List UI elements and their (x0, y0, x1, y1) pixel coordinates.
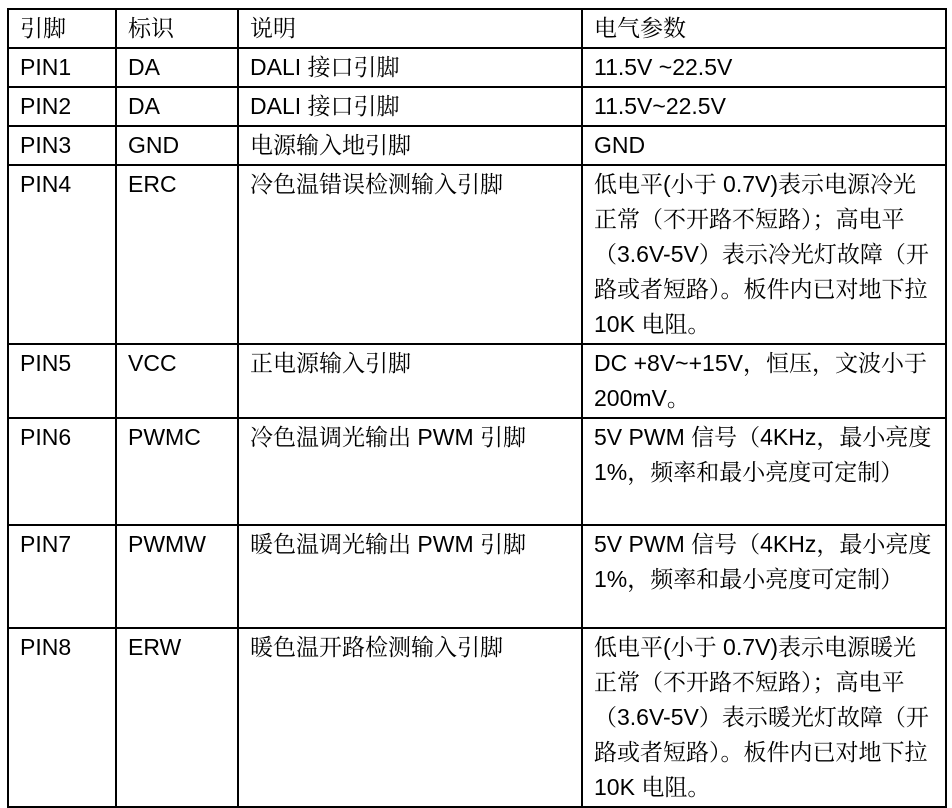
cell-description: 冷色温调光输出 PWM 引脚 (238, 418, 582, 525)
cell-description: 电源输入地引脚 (238, 126, 582, 165)
table-header-row (8, 9, 946, 48)
cell-label: DA (116, 48, 238, 87)
header-params: 电气参数 (582, 9, 946, 48)
table-row (8, 628, 946, 807)
cell-pin: PIN6 (8, 418, 116, 525)
table-row (8, 165, 946, 344)
cell-pin: PIN8 (8, 628, 116, 807)
table-row (8, 344, 946, 418)
cell-label: ERW (116, 628, 238, 807)
cell-label: PWMC (116, 418, 238, 525)
cell-params: DC +8V~+15V，恒压，文波小于 200mV。 (582, 344, 946, 418)
table-row (8, 87, 946, 126)
cell-params: 低电平(小于 0.7V)表示电源暖光正常（不开路不短路）；高电平（3.6V-5V）表示暖光灯故障（开路或者短路）。板件内已对地下拉 10K 电阻。 (582, 628, 946, 807)
cell-params: 5V PWM 信号（4KHz，最小亮度 1%，频率和最小亮度可定制） (582, 525, 946, 628)
cell-pin: PIN4 (8, 165, 116, 344)
table-row (8, 418, 946, 525)
cell-pin: PIN3 (8, 126, 116, 165)
pin-description-table (7, 8, 947, 808)
cell-params: 11.5V ~22.5V (582, 48, 946, 87)
cell-description: 冷色温错误检测输入引脚 (238, 165, 582, 344)
cell-description: 暖色温调光输出 PWM 引脚 (238, 525, 582, 628)
table-row (8, 48, 946, 87)
table-row (8, 525, 946, 628)
cell-description: 正电源输入引脚 (238, 344, 582, 418)
cell-description: DALI 接口引脚 (238, 48, 582, 87)
cell-label: GND (116, 126, 238, 165)
cell-label: DA (116, 87, 238, 126)
cell-label: ERC (116, 165, 238, 344)
header-description: 说明 (238, 9, 582, 48)
table-row (8, 126, 946, 165)
cell-params: 5V PWM 信号（4KHz，最小亮度 1%，频率和最小亮度可定制） (582, 418, 946, 525)
header-label: 标识 (116, 9, 238, 48)
cell-label: VCC (116, 344, 238, 418)
cell-pin: PIN5 (8, 344, 116, 418)
cell-params: 11.5V~22.5V (582, 87, 946, 126)
cell-pin: PIN2 (8, 87, 116, 126)
cell-params: 低电平(小于 0.7V)表示电源冷光正常（不开路不短路）；高电平（3.6V-5V）表示冷光灯故障（开路或者短路）。板件内已对地下拉 10K 电阻。 (582, 165, 946, 344)
header-pin: 引脚 (8, 9, 116, 48)
cell-description: DALI 接口引脚 (238, 87, 582, 126)
cell-pin: PIN1 (8, 48, 116, 87)
cell-description: 暖色温开路检测输入引脚 (238, 628, 582, 807)
cell-pin: PIN7 (8, 525, 116, 628)
cell-params: GND (582, 126, 946, 165)
cell-label: PWMW (116, 525, 238, 628)
